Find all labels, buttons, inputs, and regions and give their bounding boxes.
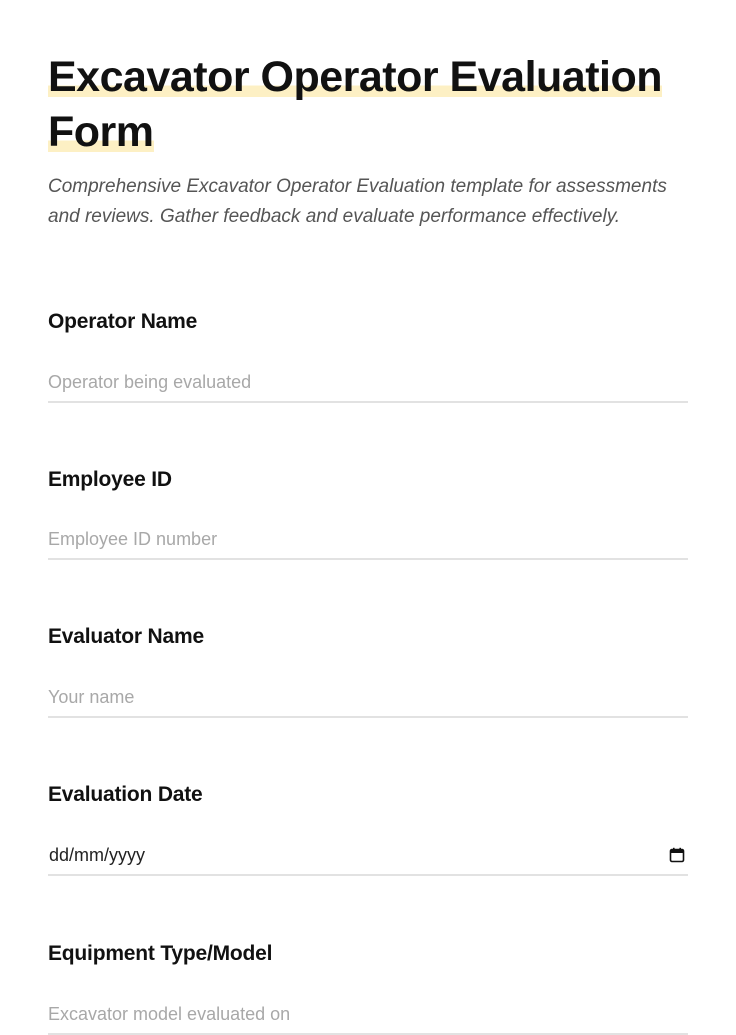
- operator-name-input[interactable]: [48, 363, 688, 403]
- equipment-type-label: Equipment Type/Model: [48, 942, 273, 965]
- employee-id-label: Employee ID: [48, 468, 172, 491]
- evaluation-date-placeholder: dd/mm/yyyy: [49, 844, 146, 865]
- field-employee-id: [48, 467, 688, 493]
- equipment-type-input[interactable]: [48, 995, 688, 1035]
- evaluation-date-input[interactable]: [48, 836, 688, 876]
- form-title-line-1: Excavator Operator Evaluation: [48, 53, 662, 101]
- operator-name-label: Operator Name: [48, 310, 198, 333]
- evaluator-name-label: Evaluator Name: [48, 625, 204, 648]
- evaluation-date-label: Evaluation Date: [48, 783, 203, 806]
- field-equipment-type: [48, 941, 688, 967]
- field-evaluator-name: [48, 624, 688, 650]
- field-evaluation-date: [48, 782, 688, 865]
- form-title-line-2: Form: [48, 108, 154, 156]
- field-operator-name: [48, 309, 688, 335]
- form-description: Comprehensive Excavator Operator Evaluation template for assessments and reviews. Gather feedback and evaluate performance effectively.: [48, 176, 667, 227]
- form-title: [48, 0, 688, 160]
- calendar-icon[interactable]: [669, 847, 685, 863]
- evaluator-name-input[interactable]: [48, 678, 688, 718]
- employee-id-input[interactable]: [48, 520, 688, 560]
